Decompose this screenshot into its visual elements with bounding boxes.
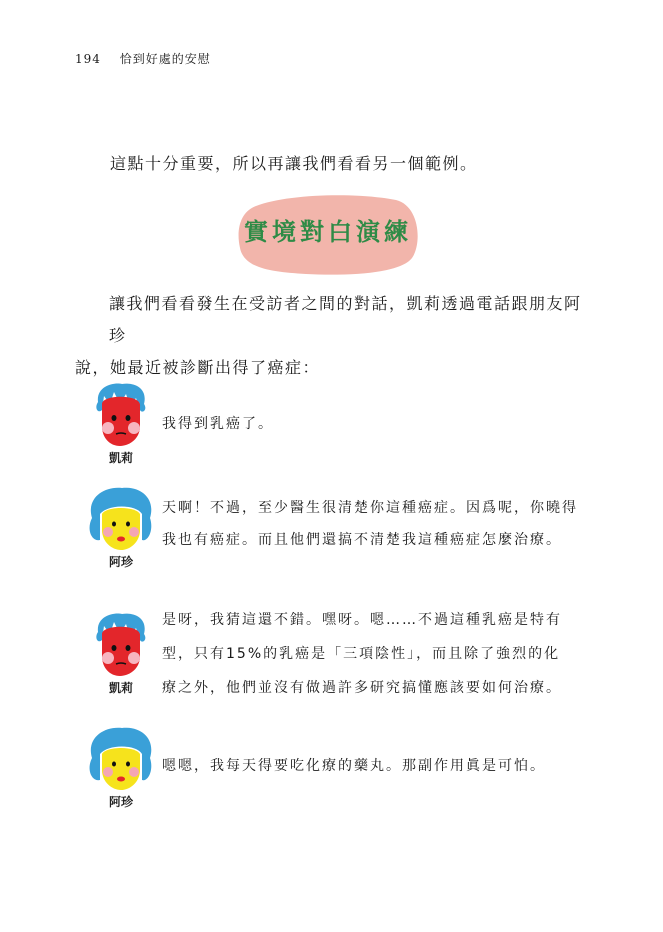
page-number: 194 — [75, 52, 101, 66]
page-header — [75, 50, 211, 67]
speaker-name: 阿珍 — [108, 795, 133, 809]
dialogue-line: 天啊！不過，至少醫生很清楚你這種癌症。因爲呢，你曉得 — [162, 500, 578, 516]
dialogue-line: 我也有癌症。而且他們還搞不清楚我這種癌症怎麼治療。 — [162, 532, 562, 548]
kelly-avatar — [84, 380, 158, 466]
jane-avatar — [84, 484, 158, 570]
intro-paragraph: 這點十分重要，所以再讓我們看看另一個範例。 — [110, 154, 478, 173]
dialogue-line: 是呀，我猜這還不錯。嘿呀。嗯……不過這種乳癌是特有 — [162, 612, 562, 628]
speaker-name: 凱莉 — [108, 681, 133, 695]
kelly-avatar — [84, 610, 158, 696]
section-title-badge — [236, 192, 420, 276]
body-paragraph — [75, 288, 595, 384]
body-line-1: 讓我們看看發生在受訪者之間的對話，凱莉透過電話跟朋友阿珍 — [109, 294, 582, 345]
dialogue-line: 我得到乳癌了。 — [162, 416, 274, 432]
speaker-name: 阿珍 — [108, 555, 133, 569]
jane-face-icon — [84, 484, 158, 554]
dialogue-line: 型，只有15%的乳癌是「三項陰性」，而且除了強烈的化 — [162, 646, 561, 662]
kelly-face-icon — [84, 380, 158, 450]
jane-face-icon — [84, 724, 158, 794]
section-title: 實境對白演練 — [244, 218, 412, 246]
speaker-name: 凱莉 — [108, 451, 133, 465]
dialogue-line: 嗯嗯，我每天得要吃化療的藥丸。那副作用眞是可怕。 — [162, 758, 546, 774]
book-title: 恰到好處的安慰 — [119, 52, 211, 66]
body-line-2: 說，她最近被診斷出得了癌症： — [75, 358, 321, 377]
jane-avatar — [84, 724, 158, 810]
dialogue-line: 療之外，他們並沒有做過許多研究搞懂應該要如何治療。 — [162, 680, 562, 696]
kelly-face-icon — [84, 610, 158, 680]
